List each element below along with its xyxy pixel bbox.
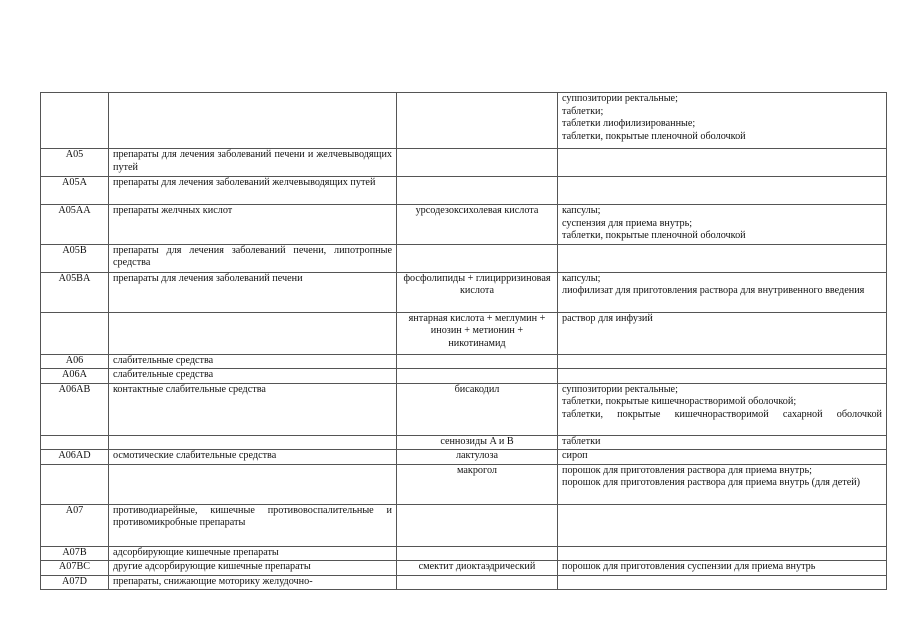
- atc-code-cell: A05B: [41, 244, 109, 272]
- anatomical-therapeutic-group-cell: препараты для лечения заболеваний желчевыводящих путей: [109, 177, 397, 205]
- dosage-forms-cell: [558, 435, 887, 450]
- dosage-forms-cell: [558, 464, 887, 504]
- table-row: [41, 435, 887, 450]
- dosage-form-line: порошок для приготовления раствора для приема внутрь (для детей): [562, 477, 861, 488]
- atc-code-cell: A05: [41, 149, 109, 177]
- drug-name-cell: [397, 575, 558, 590]
- anatomical-therapeutic-group-cell: препараты, снижающие моторику желудочно-: [109, 575, 397, 590]
- anatomical-therapeutic-group-cell: препараты для лечения заболеваний печени и желчевыводящих путей: [109, 149, 397, 177]
- drug-name-cell: [397, 244, 558, 272]
- dosage-forms-cell: [558, 149, 887, 177]
- dosage-forms-cell: [558, 504, 887, 546]
- atc-code-cell: A06A: [41, 369, 109, 384]
- drug-name-cell: макрогол: [397, 464, 558, 504]
- atc-code-cell: A06AD: [41, 450, 109, 465]
- dosage-forms-cell: [558, 354, 887, 369]
- drug-list-table: [40, 92, 887, 590]
- atc-code-cell: A06AB: [41, 383, 109, 435]
- dosage-form-line: таблетки, покрытые кишечнорастворимой сахарной оболочкой: [562, 408, 882, 420]
- table-row: [41, 93, 887, 149]
- table-row: [41, 205, 887, 245]
- drug-name-cell: [397, 369, 558, 384]
- atc-code-cell: [41, 464, 109, 504]
- table-row: [41, 354, 887, 369]
- drug-name-cell: урсодезоксихолевая кислота: [397, 205, 558, 245]
- atc-code-cell: [41, 312, 109, 354]
- atc-code-cell: A05A: [41, 177, 109, 205]
- table-row: [41, 369, 887, 384]
- anatomical-therapeutic-group-cell: [109, 93, 397, 149]
- dosage-form-line: таблетки, покрытые пленочной оболочкой: [562, 130, 746, 142]
- table-row: [41, 149, 887, 177]
- drug-name-cell: фосфолипиды + глицирризиновая кислота: [397, 272, 558, 312]
- atc-code-cell: [41, 93, 109, 149]
- drug-name-cell: лактулоза: [397, 450, 558, 465]
- dosage-forms-cell: [558, 561, 887, 576]
- anatomical-therapeutic-group-cell: противодиарейные, кишечные противовоспалительные и противомикробные препараты: [109, 504, 397, 546]
- atc-code-cell: A07B: [41, 546, 109, 561]
- drug-name-cell: сеннозиды A и B: [397, 435, 558, 450]
- atc-code-cell: [41, 435, 109, 450]
- anatomical-therapeutic-group-cell: другие адсорбирующие кишечные препараты: [109, 561, 397, 576]
- table-row: [41, 464, 887, 504]
- dosage-forms-cell: [558, 546, 887, 561]
- atc-code-cell: A07D: [41, 575, 109, 590]
- drug-name-cell: янтарная кислота + меглумин + инозин + метионин + никотинамид: [397, 312, 558, 354]
- table-row: [41, 312, 887, 354]
- table-row: [41, 244, 887, 272]
- table-row: [41, 504, 887, 546]
- dosage-form-line: суспензия для приема внутрь;: [562, 217, 693, 229]
- anatomical-therapeutic-group-cell: контактные слабительные средства: [109, 383, 397, 435]
- drug-name-cell: [397, 504, 558, 546]
- dosage-form-line: сироп: [562, 450, 588, 461]
- dosage-form-line: таблетки лиофилизированные;: [562, 118, 696, 129]
- dosage-forms-cell: [558, 383, 887, 435]
- anatomical-therapeutic-group-cell: слабительные средства: [109, 354, 397, 369]
- anatomical-therapeutic-group-cell: адсорбирующие кишечные препараты: [109, 546, 397, 561]
- drug-name-cell: [397, 546, 558, 561]
- atc-code-cell: A07BC: [41, 561, 109, 576]
- drug-name-cell: [397, 149, 558, 177]
- dosage-forms-cell: [558, 575, 887, 590]
- drug-name-cell: [397, 354, 558, 369]
- dosage-form-line: таблетки, покрытые пленочной оболочкой: [562, 230, 746, 241]
- drug-name-cell: [397, 93, 558, 149]
- drug-name-cell: бисакодил: [397, 383, 558, 435]
- dosage-forms-cell: [558, 272, 887, 312]
- table-row: [41, 383, 887, 435]
- dosage-form-line: суппозитории ректальные;: [562, 93, 678, 104]
- dosage-forms-cell: [558, 312, 887, 354]
- table-row: [41, 272, 887, 312]
- anatomical-therapeutic-group-cell: препараты для лечения заболеваний печени, липотропные средства: [109, 244, 397, 272]
- anatomical-therapeutic-group-cell: [109, 312, 397, 354]
- anatomical-therapeutic-group-cell: [109, 435, 397, 450]
- dosage-forms-cell: [558, 205, 887, 245]
- dosage-form-line: порошок для приготовления суспензии для приема внутрь: [562, 561, 816, 572]
- dosage-forms-cell: [558, 177, 887, 205]
- dosage-form-line: порошок для приготовления раствора для приема внутрь;: [562, 464, 812, 476]
- dosage-form-line: раствор для инфузий: [562, 312, 653, 324]
- atc-code-cell: A05BA: [41, 272, 109, 312]
- table-row: [41, 177, 887, 205]
- table-row: [41, 561, 887, 576]
- atc-code-cell: A07: [41, 504, 109, 546]
- drug-name-cell: смектит диоктаэдрический: [397, 561, 558, 576]
- dosage-form-line: капсулы;: [562, 205, 601, 216]
- atc-code-cell: A05AA: [41, 205, 109, 245]
- table-row: [41, 450, 887, 465]
- anatomical-therapeutic-group-cell: препараты для лечения заболеваний печени: [109, 272, 397, 312]
- dosage-form-line: таблетки, покрытые кишечнорастворимой оболочкой;: [562, 396, 797, 407]
- dosage-forms-cell: [558, 244, 887, 272]
- anatomical-therapeutic-group-cell: препараты желчных кислот: [109, 205, 397, 245]
- anatomical-therapeutic-group-cell: слабительные средства: [109, 369, 397, 384]
- dosage-form-line: лиофилизат для приготовления раствора для внутривенного введения: [562, 285, 865, 296]
- dosage-forms-cell: [558, 369, 887, 384]
- dosage-forms-cell: [558, 93, 887, 149]
- dosage-form-line: суппозитории ректальные;: [562, 383, 678, 395]
- dosage-forms-cell: [558, 450, 887, 465]
- atc-code-cell: A06: [41, 354, 109, 369]
- table-row: [41, 546, 887, 561]
- dosage-form-line: таблетки: [562, 435, 601, 447]
- drug-name-cell: [397, 177, 558, 205]
- dosage-form-line: капсулы;: [562, 272, 601, 284]
- anatomical-therapeutic-group-cell: [109, 464, 397, 504]
- dosage-form-line: таблетки;: [562, 105, 604, 117]
- anatomical-therapeutic-group-cell: осмотические слабительные средства: [109, 450, 397, 465]
- table-row: [41, 575, 887, 590]
